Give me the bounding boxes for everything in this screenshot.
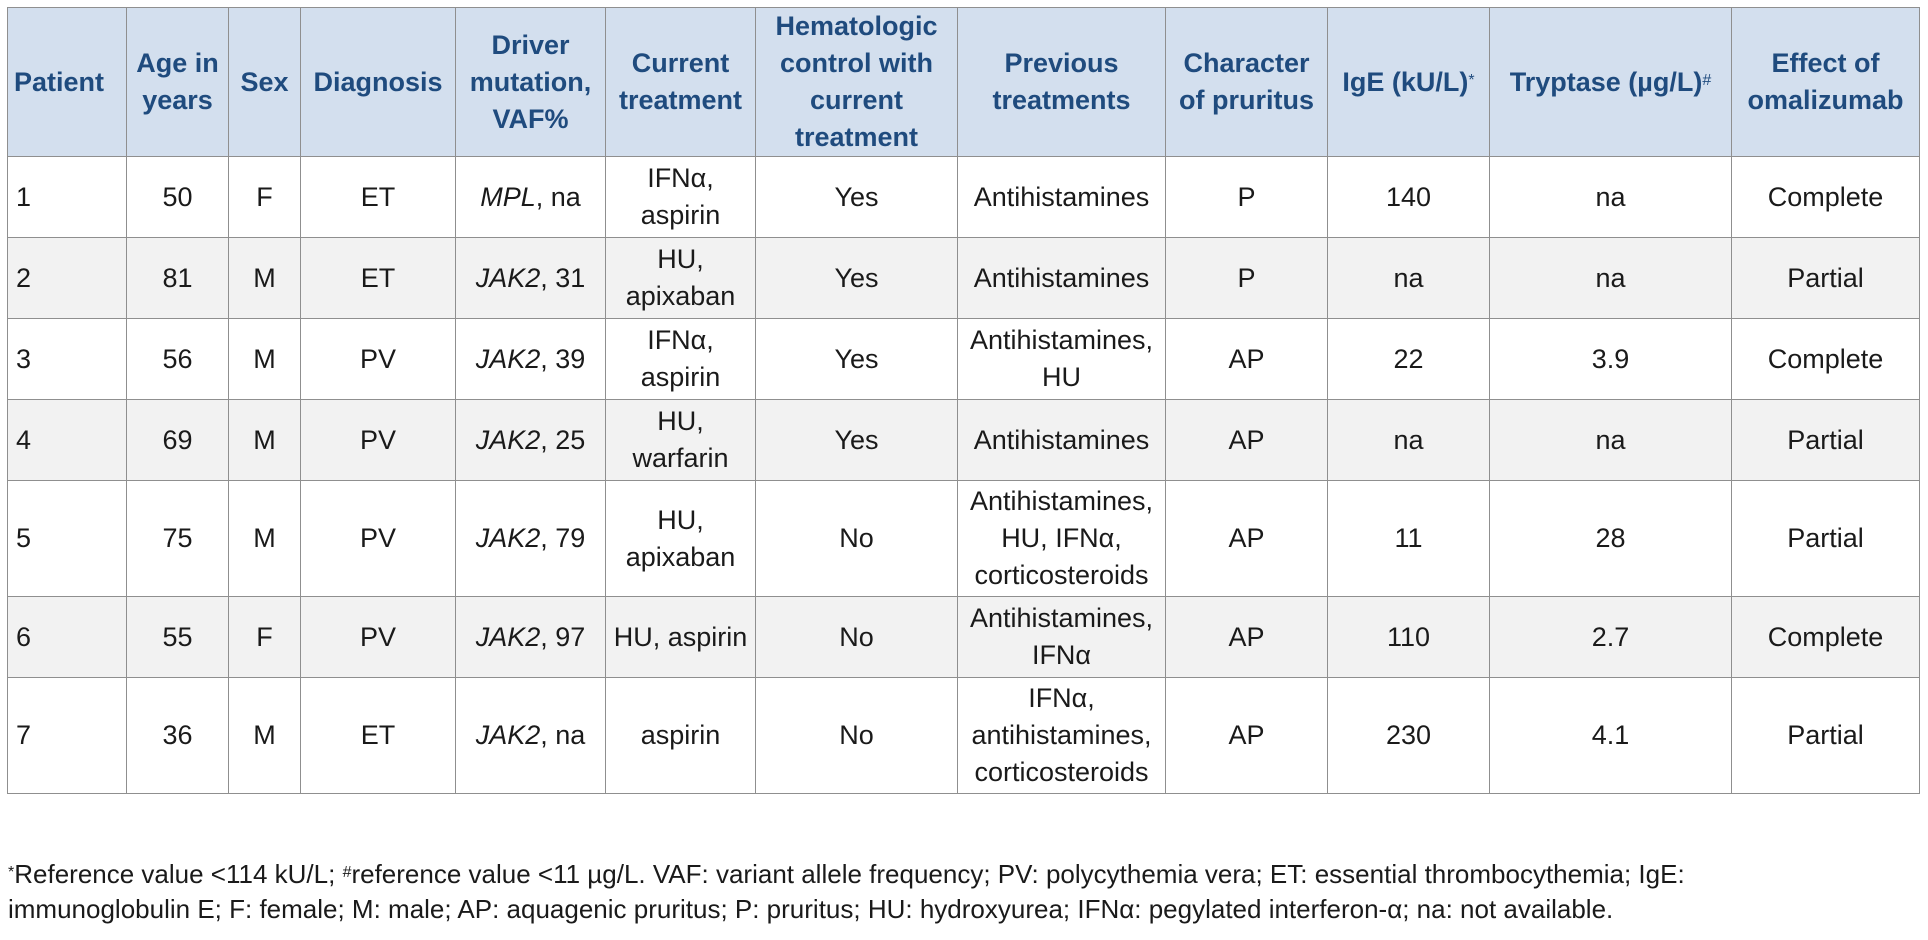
cell-character: P <box>1166 157 1328 238</box>
cell-current-treatment: IFNα, aspirin <box>606 319 756 400</box>
patient-table <box>7 7 1920 794</box>
footnote-abbreviations-1: reference value <11 µg/L. VAF: variant allele frequency; PV: polycythemia vera; ET: essential thrombocythemia; IgE: <box>351 859 1685 889</box>
vaf-value: , 31 <box>540 262 586 293</box>
cell-driver-mutation <box>456 157 606 238</box>
cell-ige: 140 <box>1328 157 1490 238</box>
header-ige <box>1328 8 1490 157</box>
table-row <box>8 238 1920 319</box>
cell-ige: na <box>1328 400 1490 481</box>
cell-current-treatment: IFNα, aspirin <box>606 157 756 238</box>
cell-character: P <box>1166 238 1328 319</box>
cell-effect: Complete <box>1732 319 1920 400</box>
cell-sex: M <box>229 319 301 400</box>
cell-tryptase: 3.9 <box>1490 319 1732 400</box>
vaf-value: , 97 <box>540 621 586 652</box>
gene-name: JAK2 <box>475 720 541 750</box>
cell-patient: 1 <box>8 157 127 238</box>
table-row <box>8 157 1920 238</box>
cell-previous-treatments: Antihistamines <box>958 400 1166 481</box>
cell-driver-mutation <box>456 597 606 678</box>
cell-tryptase: na <box>1490 157 1732 238</box>
cell-diagnosis: PV <box>301 597 456 678</box>
cell-diagnosis: PV <box>301 481 456 597</box>
cell-current-treatment: aspirin <box>606 678 756 794</box>
cell-diagnosis: ET <box>301 238 456 319</box>
vaf-value: , 25 <box>540 424 586 455</box>
cell-sex: M <box>229 481 301 597</box>
gene-name: JAK2 <box>475 262 541 293</box>
cell-sex: M <box>229 678 301 794</box>
header-ige-footnote-mark: * <box>1468 71 1475 89</box>
cell-age: 69 <box>127 400 229 481</box>
header-hematologic-control: Hematologic control with current treatment <box>756 8 958 157</box>
table-body <box>8 157 1920 794</box>
vaf-value: , 39 <box>540 343 586 374</box>
table-header <box>8 8 1920 157</box>
table-row <box>8 400 1920 481</box>
cell-previous-treatments: IFNα, antihistamines, corticosteroids <box>958 678 1166 794</box>
header-previous-treatments: Previous treatments <box>958 8 1166 157</box>
table-footnote <box>8 857 1920 927</box>
cell-patient: 3 <box>8 319 127 400</box>
header-ige-label: IgE (kU/L) <box>1342 66 1469 97</box>
cell-sex: M <box>229 400 301 481</box>
cell-tryptase: 2.7 <box>1490 597 1732 678</box>
cell-age: 75 <box>127 481 229 597</box>
cell-character: AP <box>1166 597 1328 678</box>
cell-effect: Complete <box>1732 597 1920 678</box>
cell-previous-treatments: Antihistamines, HU, IFNα, corticosteroids <box>958 481 1166 597</box>
cell-previous-treatments: Antihistamines <box>958 238 1166 319</box>
header-patient: Patient <box>8 8 127 157</box>
cell-current-treatment: HU, warfarin <box>606 400 756 481</box>
cell-age: 50 <box>127 157 229 238</box>
header-tryptase <box>1490 8 1732 157</box>
table-row <box>8 481 1920 597</box>
cell-effect: Partial <box>1732 400 1920 481</box>
cell-age: 55 <box>127 597 229 678</box>
header-sex: Sex <box>229 8 301 157</box>
gene-name: JAK2 <box>475 523 541 553</box>
cell-tryptase: 28 <box>1490 481 1732 597</box>
cell-hematologic-control: No <box>756 678 958 794</box>
cell-age: 36 <box>127 678 229 794</box>
cell-sex: F <box>229 157 301 238</box>
table-row <box>8 319 1920 400</box>
cell-ige: na <box>1328 238 1490 319</box>
header-driver-mutation: Driver mutation, VAF% <box>456 8 606 157</box>
cell-driver-mutation <box>456 678 606 794</box>
header-diagnosis: Diagnosis <box>301 8 456 157</box>
cell-hematologic-control: No <box>756 597 958 678</box>
cell-age: 81 <box>127 238 229 319</box>
cell-hematologic-control: Yes <box>756 238 958 319</box>
gene-name: JAK2 <box>475 343 541 374</box>
header-age: Age in years <box>127 8 229 157</box>
header-current-treatment: Current treatment <box>606 8 756 157</box>
header-tryptase-footnote-mark: # <box>1702 71 1712 89</box>
cell-ige: 110 <box>1328 597 1490 678</box>
header-character-of-pruritus: Character of pruritus <box>1166 8 1328 157</box>
cell-diagnosis: ET <box>301 678 456 794</box>
cell-sex: F <box>229 597 301 678</box>
cell-hematologic-control: Yes <box>756 157 958 238</box>
gene-name: JAK2 <box>475 621 541 652</box>
cell-tryptase: na <box>1490 400 1732 481</box>
vaf-value: , 79 <box>540 523 586 553</box>
cell-age: 56 <box>127 319 229 400</box>
cell-hematologic-control: Yes <box>756 400 958 481</box>
cell-character: AP <box>1166 481 1328 597</box>
cell-previous-treatments: Antihistamines, IFNα <box>958 597 1166 678</box>
cell-hematologic-control: Yes <box>756 319 958 400</box>
cell-diagnosis: PV <box>301 319 456 400</box>
header-row <box>8 8 1920 157</box>
table-row <box>8 678 1920 794</box>
cell-patient: 2 <box>8 238 127 319</box>
footnote-ige-reference: Reference value <114 kU/L; <box>14 859 343 889</box>
gene-name: MPL <box>480 181 536 212</box>
cell-ige: 230 <box>1328 678 1490 794</box>
table-row <box>8 597 1920 678</box>
cell-effect: Partial <box>1732 238 1920 319</box>
cell-driver-mutation <box>456 319 606 400</box>
cell-diagnosis: PV <box>301 400 456 481</box>
cell-previous-treatments: Antihistamines, HU <box>958 319 1166 400</box>
cell-tryptase: na <box>1490 238 1732 319</box>
footnote-line-1 <box>8 857 1920 892</box>
header-tryptase-label: Tryptase (µg/L) <box>1509 66 1703 97</box>
cell-effect: Partial <box>1732 481 1920 597</box>
cell-driver-mutation <box>456 481 606 597</box>
cell-character: AP <box>1166 678 1328 794</box>
cell-patient: 7 <box>8 678 127 794</box>
cell-current-treatment: HU, aspirin <box>606 597 756 678</box>
vaf-value: , na <box>540 720 586 750</box>
cell-patient: 4 <box>8 400 127 481</box>
cell-effect: Complete <box>1732 157 1920 238</box>
cell-ige: 11 <box>1328 481 1490 597</box>
vaf-value: , na <box>535 181 581 212</box>
header-effect-of-omalizumab: Effect of omalizumab <box>1732 8 1920 157</box>
cell-effect: Partial <box>1732 678 1920 794</box>
cell-driver-mutation <box>456 400 606 481</box>
footnote-line-2: immunoglobulin E; F: female; M: male; AP: aquagenic pruritus; P: pruritus; HU: hydroxyurea; IFNα: pegylated interferon-α; na: not available. <box>8 894 1614 924</box>
cell-character: AP <box>1166 400 1328 481</box>
cell-driver-mutation <box>456 238 606 319</box>
cell-sex: M <box>229 238 301 319</box>
cell-current-treatment: HU, apixaban <box>606 481 756 597</box>
cell-hematologic-control: No <box>756 481 958 597</box>
cell-diagnosis: ET <box>301 157 456 238</box>
footnote-mark-asterisk: * <box>8 864 15 881</box>
cell-tryptase: 4.1 <box>1490 678 1732 794</box>
cell-patient: 6 <box>8 597 127 678</box>
cell-ige: 22 <box>1328 319 1490 400</box>
cell-character: AP <box>1166 319 1328 400</box>
cell-current-treatment: HU, apixaban <box>606 238 756 319</box>
cell-previous-treatments: Antihistamines <box>958 157 1166 238</box>
gene-name: JAK2 <box>475 424 541 455</box>
cell-patient: 5 <box>8 481 127 597</box>
footnote-mark-hash: # <box>342 864 352 881</box>
